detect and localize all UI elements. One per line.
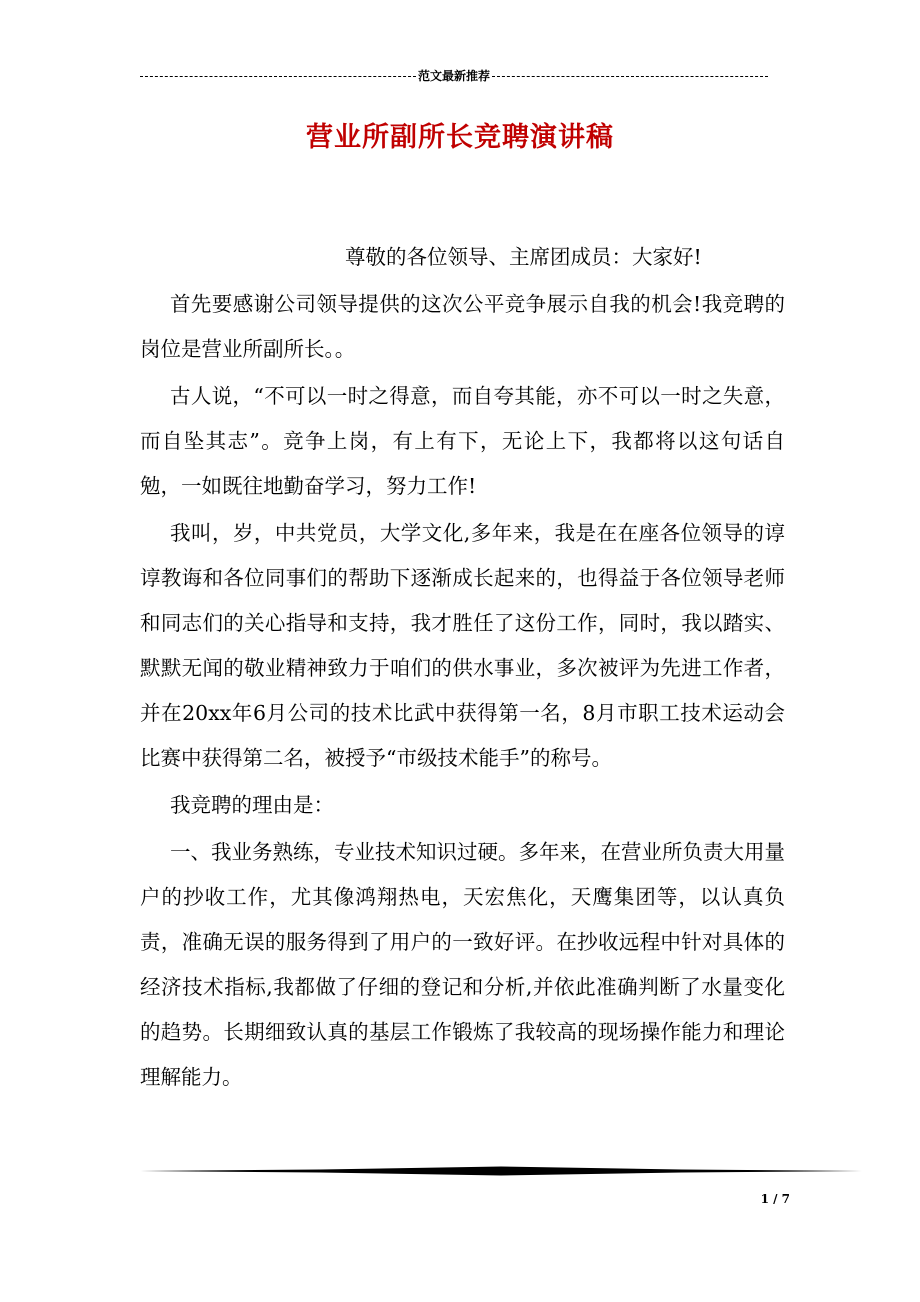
paragraph: 一、我业务熟练，专业技术知识过硬。多年来，在营业所负责大用量户的抄收工作，尤其像鸿翔热电，天宏焦化，天鹰集团等，以认真负责，准确无误的服务得到了用户的一致好评。在抄收远程中针对具体的经济技术指标,我都做了仔细的登记和分析,并依此准确判断了水量变化的趋势。长期细致认真的基层工作锻炼了我较高的现场操作能力和理论理解能力。: [140, 840, 785, 1089]
page-number: 1 / 7: [760, 1192, 790, 1206]
paragraph: 古人说，“不可以一时之得意，而自夸其能，亦不可以一时之失意，而自坠其志”。竞争上岗，有上有下，无论上下，我都将以这句话自勉，一如既往地勤奋学习，努力工作!: [140, 384, 785, 498]
header-label: 范文最新推荐: [418, 69, 491, 83]
header-banner: [140, 68, 768, 84]
header-dash-left: [140, 76, 416, 77]
document-body: [140, 235, 785, 1102]
greeting: 尊敬的各位领导、主席团成员：大家好!: [345, 245, 702, 269]
footer-divider: [140, 1165, 862, 1177]
paragraph: 我叫，岁，中共党员，大学文化,多年来，我是在在座各位领导的谆谆教诲和各位同事们的帮助下逐渐成长起来的，也得益于各位领导老师和同志们的关心指导和支持，我才胜任了这份工作，同时，我以踏实、默默无闻的敬业精神致力于咱们的供水事业，多次被评为先进工作者，并在20xx年6月公司的技术比武中获得第一名，8月市职工技术运动会比赛中获得第二名，被授予“市级技术能手”的称号。: [140, 521, 785, 770]
paragraph: 首先要感谢公司领导提供的这次公平竞争展示自我的机会!我竞聘的岗位是营业所副所长。。: [140, 292, 785, 361]
header-dash-right: [492, 76, 768, 77]
paragraph: 我竞聘的理由是：: [170, 793, 334, 817]
document-title: 营业所副所长竞聘演讲稿: [306, 122, 614, 153]
